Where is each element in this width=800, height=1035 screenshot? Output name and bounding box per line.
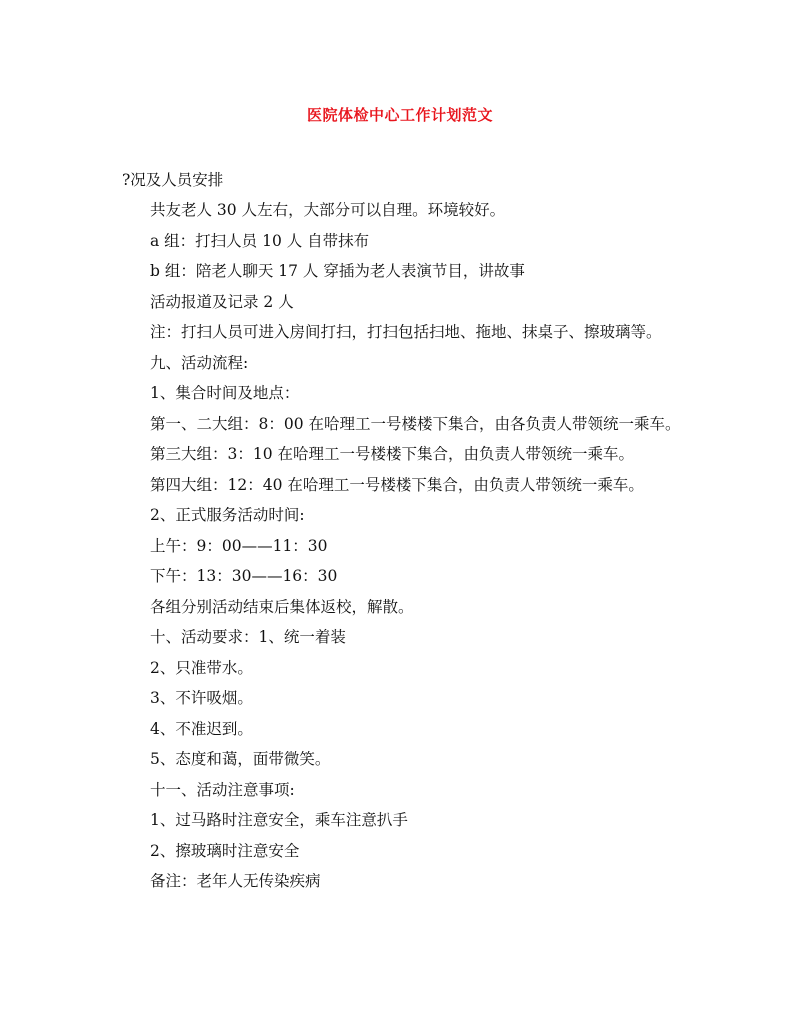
paragraph-line: 活动报道及记录 2 人 [150, 293, 294, 311]
paragraph-line: 2、只准带水。 [150, 659, 253, 677]
paragraph-line: 1、集合时间及地点： [150, 384, 300, 402]
page-title: 医院体检中心工作计划范文 [306, 106, 493, 124]
paragraph-line: 下午：13：30——16：30 [150, 567, 338, 585]
paragraph-line: a 组：打扫人员 10 人 自带抹布 [150, 232, 370, 250]
paragraph-line: 4、不准迟到。 [150, 720, 253, 738]
paragraph-line: 2、正式服务活动时间: [150, 506, 305, 524]
paragraph-line: 5、态度和蔼，面带微笑。 [150, 750, 331, 768]
paragraph-line: 第三大组：3：10 在哈理工一号楼楼下集合，由负责人带领统一乘车。 [150, 445, 635, 463]
paragraph-line: 第四大组：12：40 在哈理工一号楼楼下集合，由负责人带领统一乘车。 [150, 476, 644, 494]
paragraph-line: 各组分别活动结束后集体返校，解散。 [150, 598, 414, 616]
paragraph-line: 九、活动流程: [150, 354, 249, 372]
paragraph-line: 2、擦玻璃时注意安全 [150, 842, 300, 860]
paragraph-line: 上午：9：00——11：30 [150, 537, 328, 555]
paragraph-line: 注：打扫人员可进入房间打扫，打扫包括扫地、拖地、抹桌子、擦玻璃等。 [150, 323, 662, 341]
paragraph-line: 1、过马路时注意安全，乘车注意扒手 [150, 811, 408, 829]
section-heading: ?况及人员安排 [122, 171, 224, 189]
paragraph-line: 3、不许吸烟。 [150, 689, 253, 707]
paragraph-line: 十一、活动注意事项: [150, 781, 295, 799]
paragraph-line: 第一、二大组：8：00 在哈理工一号楼楼下集合，由各负责人带领统一乘车。 [150, 415, 681, 433]
paragraph-line: 十、活动要求：1、统一着装 [150, 628, 346, 646]
paragraph-line: b 组：陪老人聊天 17 人 穿插为老人表演节目，讲故事 [150, 262, 525, 280]
paragraph-line: 备注：老年人无传染疾病 [150, 872, 321, 890]
paragraph-line: 共友老人 30 人左右，大部分可以自理。环境较好。 [150, 201, 506, 219]
